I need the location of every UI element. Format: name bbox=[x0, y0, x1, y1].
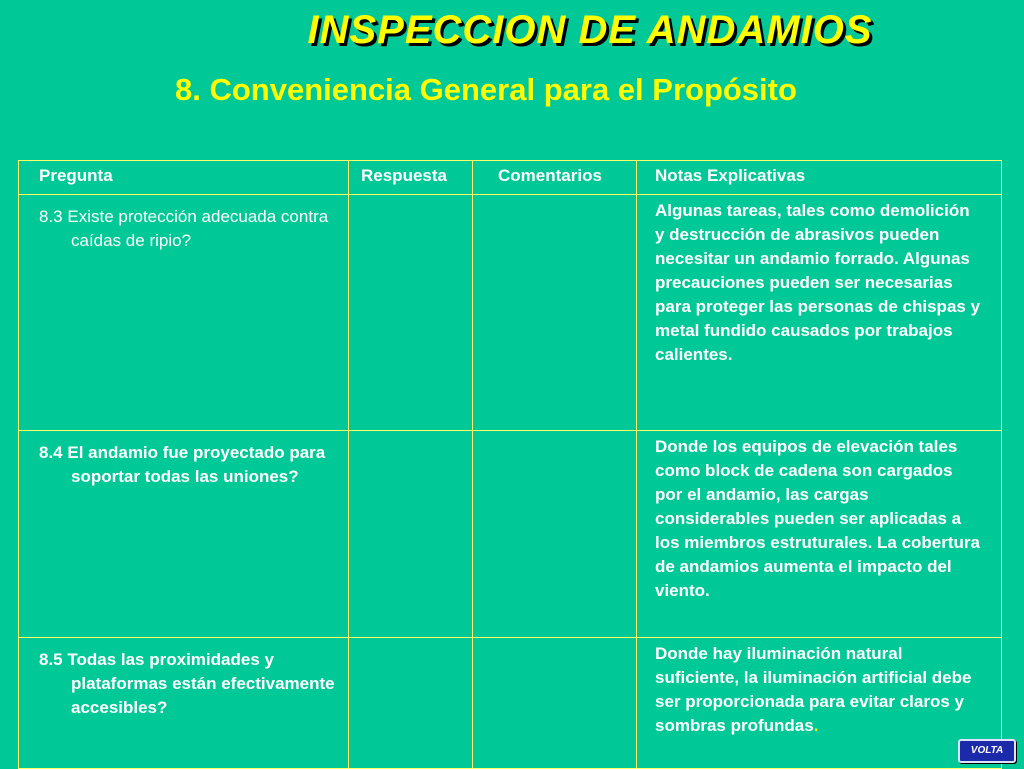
question-text: 8.4 El andamio fue proyectado para soportar todas las uniones? bbox=[39, 443, 326, 486]
note-cell: Algunas tareas, tales como demolición y destrucción de abrasivos pueden necesitar un andamio forrado. Algunas precauciones pueden ser necesarias para proteger las personas de chispas y metal fundido causados por trabajos calientes. bbox=[637, 195, 1002, 431]
inspection-table bbox=[18, 160, 1002, 769]
table-row bbox=[19, 638, 1002, 769]
question-cell bbox=[19, 431, 349, 638]
question-text: 8.5 Todas las proximidades y plataformas están efectivamente accesibles? bbox=[39, 650, 335, 717]
question-cell bbox=[19, 638, 349, 769]
comment-cell[interactable] bbox=[473, 638, 637, 769]
table-row bbox=[19, 431, 1002, 638]
table-header-row bbox=[19, 161, 1002, 195]
note-end-punctuation: . bbox=[813, 716, 819, 735]
section-subtitle: 8. Conveniencia General para el Propósito bbox=[175, 72, 797, 107]
question-cell bbox=[19, 195, 349, 431]
note-cell bbox=[637, 638, 1002, 769]
back-button[interactable]: VOLTA bbox=[958, 739, 1016, 763]
column-header-notas: Notas Explicativas bbox=[637, 161, 1002, 195]
comment-cell[interactable] bbox=[473, 195, 637, 431]
column-header-pregunta: Pregunta bbox=[19, 161, 349, 195]
column-header-comentarios: Comentarios bbox=[473, 161, 637, 195]
note-text: Donde hay iluminación natural suficiente, la iluminación artificial debe ser proporcionada para evitar claros y sombras profundas bbox=[655, 644, 972, 735]
answer-cell[interactable] bbox=[349, 195, 473, 431]
answer-cell[interactable] bbox=[349, 638, 473, 769]
question-text: 8.3 Existe protección adecuada contra caídas de ripio? bbox=[39, 207, 329, 250]
answer-cell[interactable] bbox=[349, 431, 473, 638]
page-title: INSPECCION DE ANDAMIOS bbox=[307, 8, 873, 52]
table-row bbox=[19, 195, 1002, 431]
comment-cell[interactable] bbox=[473, 431, 637, 638]
note-cell: Donde los equipos de elevación tales como block de cadena son cargados por el andamio, las cargas considerables pueden ser aplicadas a los miembros estruturales. La cobertura de andamios aumenta el impacto del viento. bbox=[637, 431, 1002, 638]
column-header-respuesta: Respuesta bbox=[349, 161, 473, 195]
